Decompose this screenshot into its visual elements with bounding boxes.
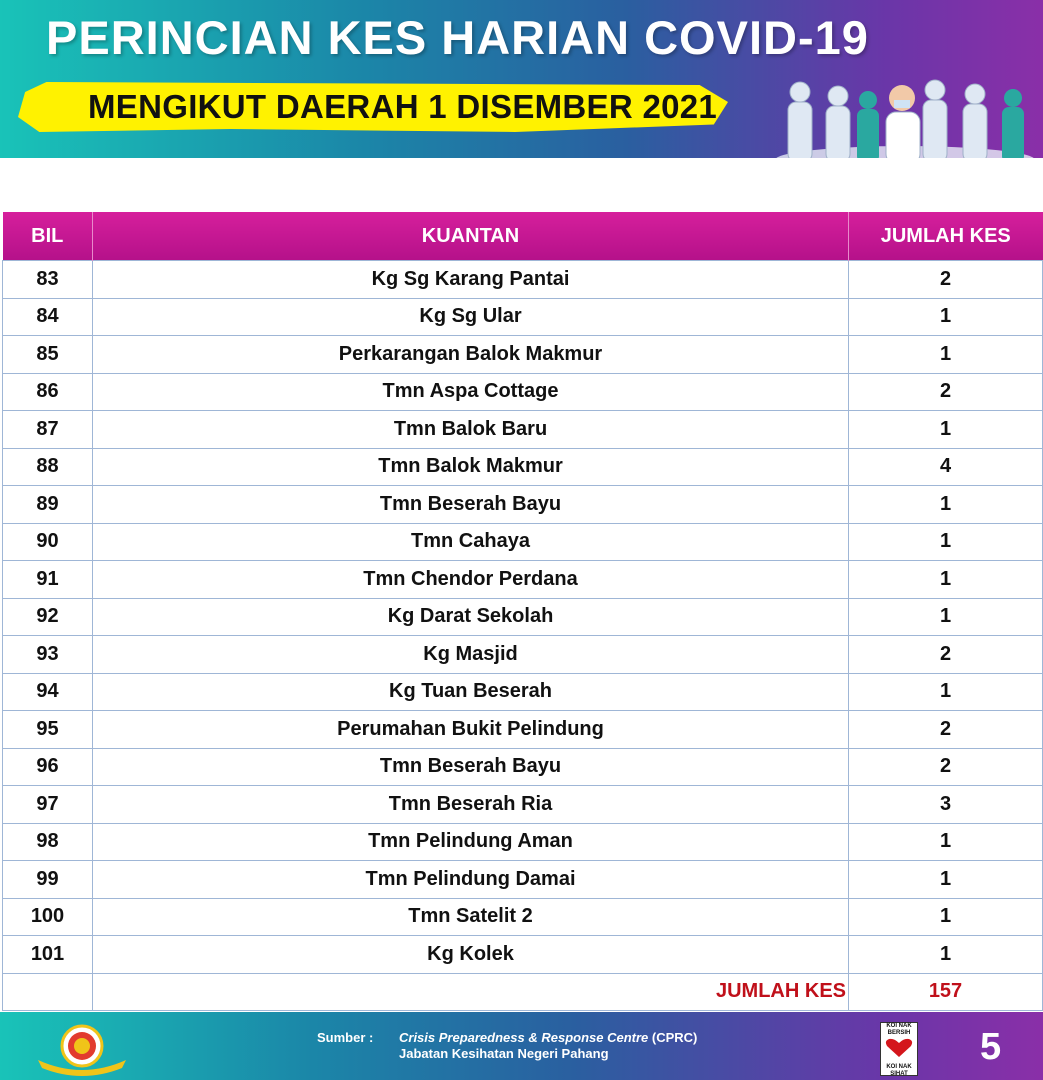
total-value: 157 bbox=[849, 973, 1043, 1011]
case-count: 4 bbox=[849, 448, 1043, 486]
location-name: Tmn Satelit 2 bbox=[93, 898, 849, 936]
case-count: 1 bbox=[849, 823, 1043, 861]
column-header-jumlah-kes: JUMLAH KES bbox=[849, 212, 1043, 261]
header-banner bbox=[0, 0, 1043, 158]
cases-table bbox=[2, 212, 1043, 1011]
badge-bottom-text: KOI NAK SIHAT bbox=[886, 1064, 912, 1077]
table-row bbox=[3, 261, 1043, 299]
source-label: Sumber : bbox=[317, 1030, 374, 1045]
table-row bbox=[3, 748, 1043, 786]
case-count: 1 bbox=[849, 561, 1043, 599]
total-row bbox=[3, 973, 1043, 1011]
table-row bbox=[3, 448, 1043, 486]
row-number: 88 bbox=[3, 448, 93, 486]
case-count: 1 bbox=[849, 936, 1043, 974]
row-number: 92 bbox=[3, 598, 93, 636]
location-name: Tmn Balok Makmur bbox=[93, 448, 849, 486]
case-count: 1 bbox=[849, 298, 1043, 336]
row-number: 99 bbox=[3, 861, 93, 899]
row-number: 91 bbox=[3, 561, 93, 599]
table-row bbox=[3, 561, 1043, 599]
table-row bbox=[3, 411, 1043, 449]
table-row bbox=[3, 823, 1043, 861]
table-row bbox=[3, 786, 1043, 824]
heart-icon bbox=[881, 1037, 917, 1059]
row-number: 83 bbox=[3, 261, 93, 299]
location-name: Kg Kolek bbox=[93, 936, 849, 974]
location-name: Tmn Aspa Cottage bbox=[93, 373, 849, 411]
page-number: 5 bbox=[980, 1026, 1002, 1068]
table-row bbox=[3, 936, 1043, 974]
location-name: Tmn Pelindung Aman bbox=[93, 823, 849, 861]
location-name: Tmn Pelindung Damai bbox=[93, 861, 849, 899]
table-row bbox=[3, 298, 1043, 336]
row-number: 86 bbox=[3, 373, 93, 411]
case-count: 3 bbox=[849, 786, 1043, 824]
case-count: 1 bbox=[849, 598, 1043, 636]
column-header-bil: BIL bbox=[3, 212, 93, 261]
case-count: 1 bbox=[849, 673, 1043, 711]
row-number: 90 bbox=[3, 523, 93, 561]
location-name: Perkarangan Balok Makmur bbox=[93, 336, 849, 374]
row-number: 96 bbox=[3, 748, 93, 786]
table-row bbox=[3, 861, 1043, 899]
location-name: Kg Sg Karang Pantai bbox=[93, 261, 849, 299]
case-count: 1 bbox=[849, 336, 1043, 374]
table-header-row bbox=[3, 212, 1043, 261]
location-name: Tmn Beserah Bayu bbox=[93, 748, 849, 786]
case-count: 1 bbox=[849, 861, 1043, 899]
table-row bbox=[3, 373, 1043, 411]
row-number: 95 bbox=[3, 711, 93, 749]
page-subtitle: MENGIKUT DAERAH 1 DISEMBER 2021 bbox=[88, 88, 718, 125]
location-name: Tmn Chendor Perdana bbox=[93, 561, 849, 599]
case-count: 1 bbox=[849, 486, 1043, 524]
table-row bbox=[3, 636, 1043, 674]
case-count: 2 bbox=[849, 373, 1043, 411]
row-number: 89 bbox=[3, 486, 93, 524]
location-name: Kg Masjid bbox=[93, 636, 849, 674]
location-name: Kg Darat Sekolah bbox=[93, 598, 849, 636]
table-row bbox=[3, 673, 1043, 711]
source-org-abbr: (CPRC) bbox=[648, 1030, 698, 1045]
table-row bbox=[3, 486, 1043, 524]
table-row bbox=[3, 336, 1043, 374]
location-name: Kg Tuan Beserah bbox=[93, 673, 849, 711]
source-org-name: Crisis Preparedness & Response Centre bbox=[399, 1030, 649, 1045]
row-number: 85 bbox=[3, 336, 93, 374]
case-count: 1 bbox=[849, 411, 1043, 449]
case-count: 2 bbox=[849, 261, 1043, 299]
row-number: 94 bbox=[3, 673, 93, 711]
page-title: PERINCIAN KES HARIAN COVID-19 bbox=[46, 11, 869, 64]
case-count: 2 bbox=[849, 636, 1043, 674]
location-name: Perumahan Bukit Pelindung bbox=[93, 711, 849, 749]
row-number: 93 bbox=[3, 636, 93, 674]
source-organization bbox=[399, 1030, 697, 1045]
table-row bbox=[3, 523, 1043, 561]
case-count: 1 bbox=[849, 523, 1043, 561]
footer-banner bbox=[0, 1012, 1043, 1080]
row-number: 87 bbox=[3, 411, 93, 449]
source-department: Jabatan Kesihatan Negeri Pahang bbox=[399, 1046, 609, 1061]
location-name: Tmn Beserah Ria bbox=[93, 786, 849, 824]
healthcare-workers-illustration bbox=[770, 70, 1040, 158]
total-label: JUMLAH KES bbox=[93, 973, 849, 1011]
row-number: 100 bbox=[3, 898, 93, 936]
location-name: Tmn Beserah Bayu bbox=[93, 486, 849, 524]
row-number: 84 bbox=[3, 298, 93, 336]
row-number: 97 bbox=[3, 786, 93, 824]
table-row bbox=[3, 711, 1043, 749]
header-spacer bbox=[0, 158, 1043, 198]
table-row bbox=[3, 598, 1043, 636]
koi-nak-sihat-badge bbox=[880, 1022, 918, 1076]
row-number: 98 bbox=[3, 823, 93, 861]
badge-top-text: KOI NAK BERSIH bbox=[886, 1023, 912, 1036]
location-name: Kg Sg Ular bbox=[93, 298, 849, 336]
case-count: 2 bbox=[849, 748, 1043, 786]
total-row-blank bbox=[3, 973, 93, 1011]
case-count: 2 bbox=[849, 711, 1043, 749]
jkn-logo-icon bbox=[34, 1020, 130, 1076]
row-number: 101 bbox=[3, 936, 93, 974]
case-count: 1 bbox=[849, 898, 1043, 936]
location-name: Tmn Balok Baru bbox=[93, 411, 849, 449]
column-header-kuantan: KUANTAN bbox=[93, 212, 849, 261]
location-name: Tmn Cahaya bbox=[93, 523, 849, 561]
table-row bbox=[3, 898, 1043, 936]
